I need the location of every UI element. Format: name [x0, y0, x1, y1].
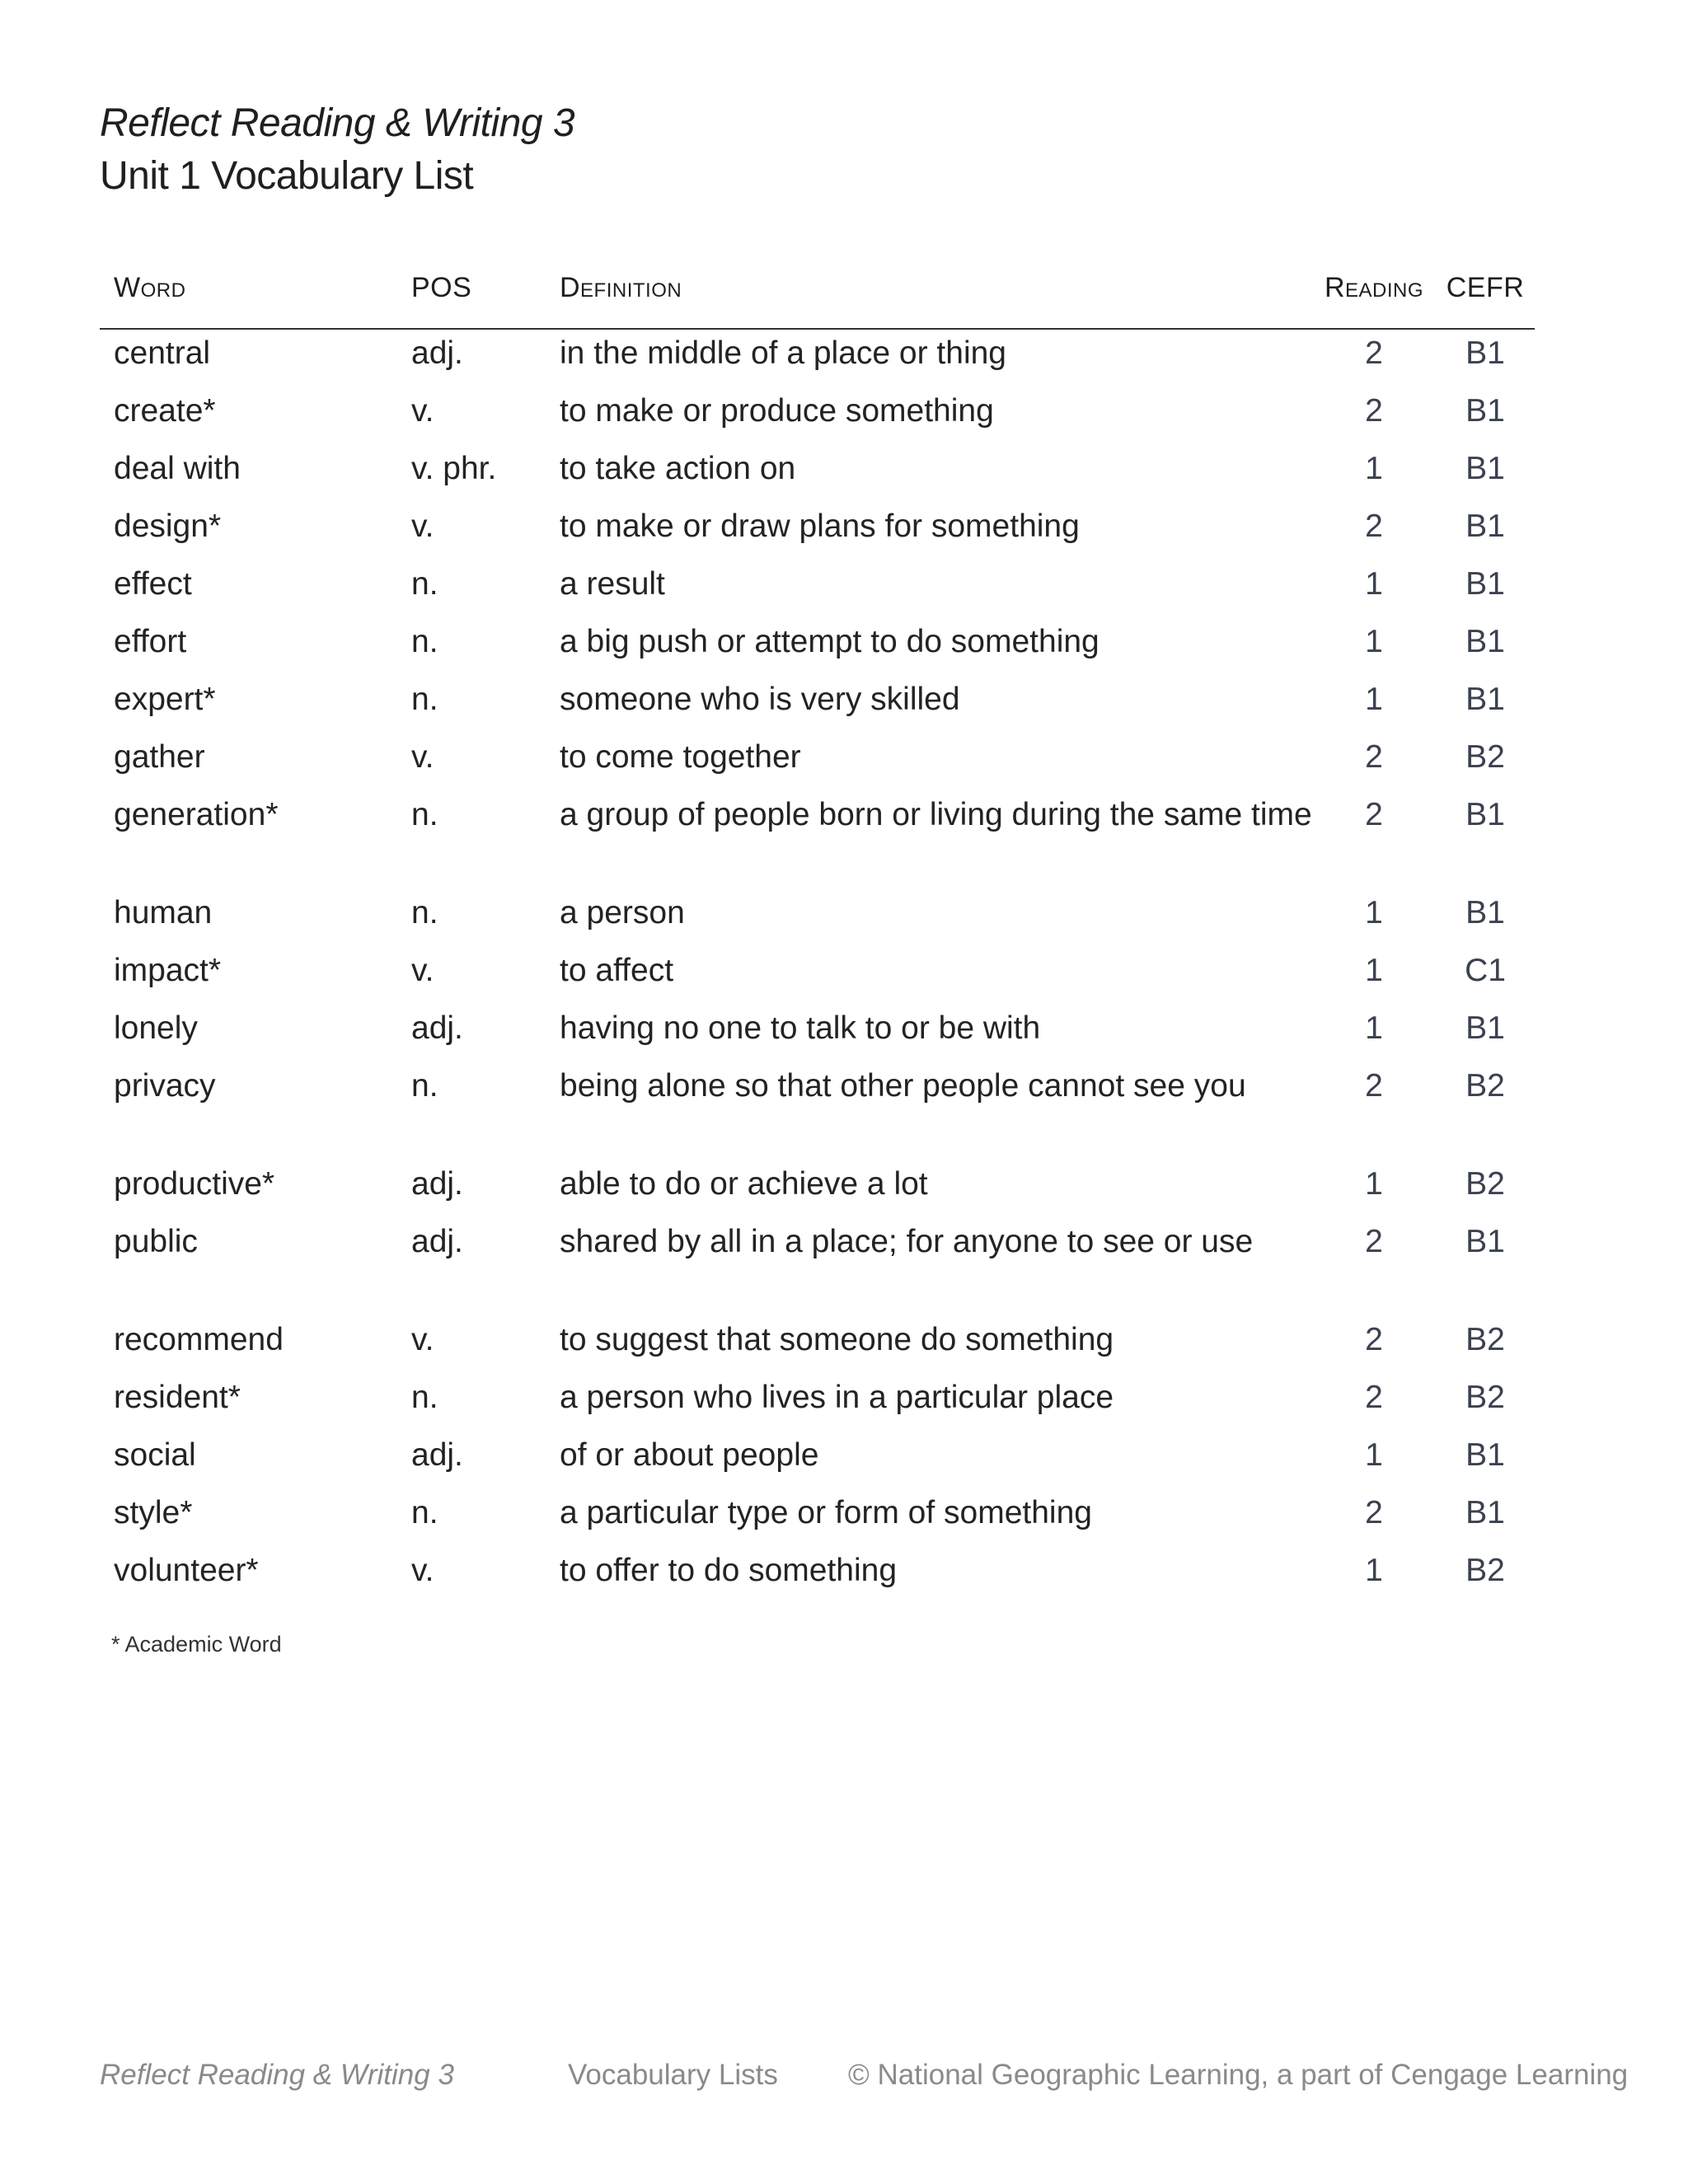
footer-copyright: © National Geographic Learning, a part of Cengage Learning — [848, 2059, 1629, 2091]
cefr-cell: B2 — [1465, 1166, 1505, 1202]
definition-cell: shared by all in a place; for anyone to see or use — [560, 1224, 1254, 1259]
reading-cell: 1 — [1365, 895, 1383, 930]
word-cell: resident* — [114, 1380, 241, 1415]
word-cell: create* — [114, 393, 216, 429]
cefr-cell: B2 — [1465, 1553, 1505, 1588]
reading-cell: 2 — [1365, 1495, 1383, 1530]
cefr-cell: B1 — [1465, 1224, 1505, 1259]
pos-cell: adj. — [411, 1224, 463, 1259]
definition-cell: to make or produce something — [560, 393, 994, 429]
unit-title: Unit 1 Vocabulary List — [100, 154, 474, 198]
pos-cell: adj. — [411, 335, 463, 371]
pos-cell: v. — [411, 393, 434, 429]
column-header-word: Word — [100, 247, 397, 329]
reading-cell: 2 — [1365, 1068, 1383, 1104]
word-cell: public — [114, 1224, 198, 1259]
word-cell: deal with — [114, 451, 241, 486]
cefr-cell: B1 — [1465, 566, 1505, 602]
table-row — [100, 564, 1535, 621]
cefr-cell: B2 — [1465, 1068, 1505, 1104]
pos-cell: n. — [411, 566, 438, 602]
reading-cell: 2 — [1365, 797, 1383, 832]
definition-cell: a person — [560, 895, 685, 930]
cefr-cell: B1 — [1465, 1495, 1505, 1530]
column-header-pos: POS — [397, 247, 546, 329]
table-row — [100, 679, 1535, 737]
table-row — [100, 794, 1535, 893]
cefr-cell: B1 — [1465, 509, 1505, 544]
cefr-cell: B1 — [1465, 393, 1505, 429]
reading-cell: 1 — [1365, 953, 1383, 988]
word-cell: social — [114, 1437, 196, 1473]
reading-cell: 1 — [1365, 624, 1383, 659]
word-cell: volunteer* — [114, 1553, 259, 1588]
word-cell: effect — [114, 566, 192, 602]
table-row — [100, 1493, 1535, 1550]
table-row — [100, 448, 1535, 506]
definition-cell: a result — [560, 566, 665, 602]
definition-cell: being alone so that other people cannot see you — [560, 1068, 1246, 1104]
word-cell: generation* — [114, 797, 279, 832]
word-cell: design* — [114, 509, 222, 544]
table-header — [100, 247, 1535, 329]
table-row — [100, 1377, 1535, 1435]
definition-cell: of or about people — [560, 1437, 819, 1473]
pos-cell: n. — [411, 895, 438, 930]
reading-cell: 1 — [1365, 451, 1383, 486]
table-row — [100, 1066, 1535, 1164]
cefr-cell: B1 — [1465, 624, 1505, 659]
reading-cell: 2 — [1365, 335, 1383, 371]
column-header-reading: Reading — [1312, 247, 1436, 329]
cefr-cell: B1 — [1465, 1010, 1505, 1046]
pos-cell: n. — [411, 624, 438, 659]
word-cell: expert* — [114, 682, 216, 717]
footer-book-title: Reflect Reading & Writing 3 — [100, 2059, 454, 2091]
table-row — [100, 737, 1535, 794]
word-cell: lonely — [114, 1010, 198, 1046]
table-row — [100, 1550, 1535, 1608]
definition-cell: someone who is very skilled — [560, 682, 960, 717]
title-block — [100, 97, 574, 203]
table-row — [100, 506, 1535, 564]
table-row — [100, 950, 1535, 1008]
pos-cell: n. — [411, 1380, 438, 1415]
definition-cell: a person who lives in a particular place — [560, 1380, 1114, 1415]
pos-cell: n. — [411, 682, 438, 717]
word-cell: productive* — [114, 1166, 275, 1202]
cefr-cell: B2 — [1465, 1380, 1505, 1415]
cefr-cell: B2 — [1465, 739, 1505, 775]
definition-cell: a particular type or form of something — [560, 1495, 1092, 1530]
word-cell: style* — [114, 1495, 193, 1530]
table-row — [100, 621, 1535, 679]
word-cell: gather — [114, 739, 205, 775]
cefr-cell: B1 — [1465, 1437, 1505, 1473]
definition-cell: to offer to do something — [560, 1553, 898, 1588]
cefr-cell: B1 — [1465, 682, 1505, 717]
pos-cell: n. — [411, 1495, 438, 1530]
word-cell: impact* — [114, 953, 222, 988]
definition-cell: having no one to talk to or be with — [560, 1010, 1041, 1046]
reading-cell: 2 — [1365, 509, 1383, 544]
pos-cell: v. — [411, 1322, 434, 1357]
table-row — [100, 329, 1535, 391]
table-row — [100, 893, 1535, 950]
word-cell: recommend — [114, 1322, 284, 1357]
reading-cell: 2 — [1365, 1224, 1383, 1259]
pos-cell: adj. — [411, 1166, 463, 1202]
table-row — [100, 1221, 1535, 1319]
word-cell: human — [114, 895, 213, 930]
table-row — [100, 391, 1535, 448]
table-row — [100, 1435, 1535, 1493]
column-header-definition: Definition — [546, 247, 1312, 329]
pos-cell: v. phr. — [411, 451, 497, 486]
definition-cell: to come together — [560, 739, 801, 775]
cefr-cell: B1 — [1465, 335, 1505, 371]
table-row — [100, 1008, 1535, 1066]
table-body — [100, 329, 1535, 1608]
footnote: * Academic Word — [111, 1632, 282, 1657]
cefr-cell: B1 — [1465, 797, 1505, 832]
word-cell: effort — [114, 624, 187, 659]
definition-cell: able to do or achieve a lot — [560, 1166, 928, 1202]
cefr-cell: B1 — [1465, 451, 1505, 486]
cefr-cell: B1 — [1465, 895, 1505, 930]
reading-cell: 2 — [1365, 393, 1383, 429]
reading-cell: 1 — [1365, 1010, 1383, 1046]
pos-cell: v. — [411, 509, 434, 544]
definition-cell: a group of people born or living during the same time — [560, 797, 1312, 832]
definition-cell: in the middle of a place or thing — [560, 335, 1007, 371]
pos-cell: v. — [411, 953, 434, 988]
reading-cell: 1 — [1365, 1166, 1383, 1202]
pos-cell: v. — [411, 1553, 434, 1588]
definition-cell: to suggest that someone do something — [560, 1322, 1114, 1357]
pos-cell: adj. — [411, 1437, 463, 1473]
pos-cell: n. — [411, 797, 438, 832]
reading-cell: 2 — [1365, 1322, 1383, 1357]
cefr-cell: B2 — [1465, 1322, 1505, 1357]
reading-cell: 1 — [1365, 566, 1383, 602]
pos-cell: adj. — [411, 1010, 463, 1046]
reading-cell: 1 — [1365, 682, 1383, 717]
footer-section: Vocabulary Lists — [568, 2059, 778, 2091]
table-row — [100, 1164, 1535, 1221]
reading-cell: 2 — [1365, 1380, 1383, 1415]
definition-cell: a big push or attempt to do something — [560, 624, 1100, 659]
word-cell: privacy — [114, 1068, 216, 1104]
definition-cell: to affect — [560, 953, 674, 988]
pos-cell: v. — [411, 739, 434, 775]
reading-cell: 1 — [1365, 1437, 1383, 1473]
definition-cell: to make or draw plans for something — [560, 509, 1080, 544]
cefr-cell: C1 — [1465, 953, 1506, 988]
reading-cell: 2 — [1365, 739, 1383, 775]
table-row — [100, 1319, 1535, 1377]
definition-cell: to take action on — [560, 451, 796, 486]
pos-cell: n. — [411, 1068, 438, 1104]
word-cell: central — [114, 335, 211, 371]
book-title: Reflect Reading & Writing 3 — [100, 101, 575, 145]
vocabulary-table — [100, 247, 1535, 1608]
reading-cell: 1 — [1365, 1553, 1383, 1588]
column-header-cefr: CEFR — [1436, 247, 1535, 329]
